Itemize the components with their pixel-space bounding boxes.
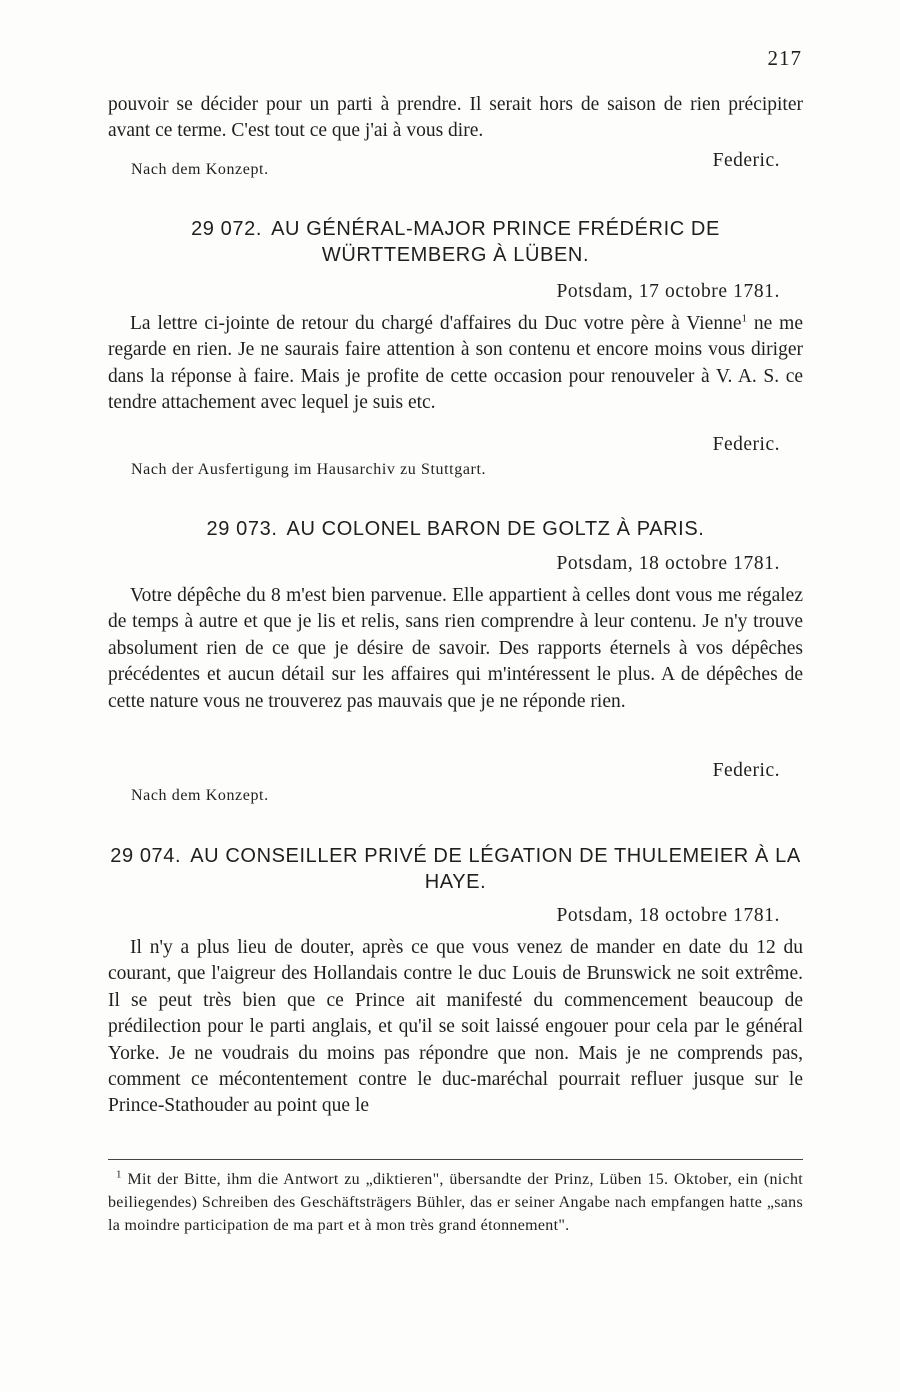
source-note: Nach der Ausfertigung im Hausarchiv zu Stuttgart. [131,461,487,478]
footnote-divider [108,1159,803,1160]
footnote-text: Mit der Bitte, ihm die Antwort zu „diktieren", übersandte der Prinz, Lüben 15. Oktober, ein (nicht beiliegendes) Schreiben des Geschäftsträgers Bühler, das er seiner Angabe nach empfangen hatte „sans la moindre participation de ma part et à mon très grand étonnement". [108,1171,803,1235]
dateline: Potsdam, 18 octobre 1781. [556,553,780,574]
continuation-text-block [108,92,803,145]
dateline: Potsdam, 18 octobre 1781. [556,905,780,926]
letter-number: 29 074. [110,845,182,867]
continuation-paragraph: pouvoir se décider pour un parti à prendre. Il serait hors de saison de rien précipiter avant ce terme. C'est tout ce que j'ai à vous dire. [108,94,803,142]
letter-paragraph: Votre dépêche du 8 m'est bien parvenue. Elle appartient à celles dont vous me régalez de temps à autre et que je lis et relis, sans rien comprendre à leur contenu. Je n'y trouve absolument rien de ce que je désire de savoir. Des rapports éternels à vos dépêches précédentes et aucun détail sur les affaires qui m'intéressent le plus. A de dépêches de cette nature vous ne trouverez pas mauvais que je ne réponde rien. [108,585,803,712]
letter-paragraph: Il n'y a plus lieu de douter, après ce que vous venez de mander en date du 12 du courant, que l'aigreur des Hollandais contre le duc Louis de Brunswick ne soit extrême. Il se peut très bien que ce Prince ait manifesté du commencement beaucoup de prédilection pour le parti anglais, et qu'il se soit laissé engouer pour cela par le général Yorke. Je ne voudrais du moins pas répondre que non. Mais je ne comprends pas, comment ce mécontentement contre le duc-maréchal pourrait refluer jusque sur le Prince-Stathouder au point que le [108,937,803,1117]
letter-body [108,583,803,715]
footnote-reference: 1 [741,312,747,325]
signature: Federic. [712,150,780,171]
page-number: 217 [767,46,802,70]
signature: Federic. [712,760,780,781]
letter-number: 29 073. [206,518,278,540]
footnote [108,1168,803,1238]
signature: Federic. [712,434,780,455]
letter-paragraph [108,311,803,417]
letter-body [108,311,803,417]
source-note: Nach dem Konzept. [131,787,269,804]
letter-heading [108,216,803,268]
letter-body [108,935,803,1120]
dateline: Potsdam, 17 octobre 1781. [556,281,780,302]
source-note: Nach dem Konzept. [131,161,269,178]
letter-title: AU CONSEILLER PRIVÉ DE LÉGATION DE THULEMEIER À LA HAYE. [190,845,801,893]
letter-title: AU GÉNÉRAL-MAJOR PRINCE FRÉDÉRIC DE WÜRTTEMBERG À LÜBEN. [271,218,720,266]
letter-heading [108,843,803,895]
letter-number: 29 072. [191,218,263,240]
letter-title: AU COLONEL BARON DE GOLTZ À PARIS. [286,518,705,540]
footnote-mark: 1 [116,1168,122,1181]
letter-heading [108,516,803,542]
paragraph-text: La lettre ci-jointe de retour du chargé d'affaires du Duc votre père à Vienne [130,313,742,334]
paragraph-text: ne me regarde en rien. Je ne saurais faire attention à son contenu et encore moins vous diriger dans la réponse à faire. Mais je profite de cette occasion pour renouveler à V. A. S. ce tendre attachement avec lequel je suis etc. [108,313,803,414]
